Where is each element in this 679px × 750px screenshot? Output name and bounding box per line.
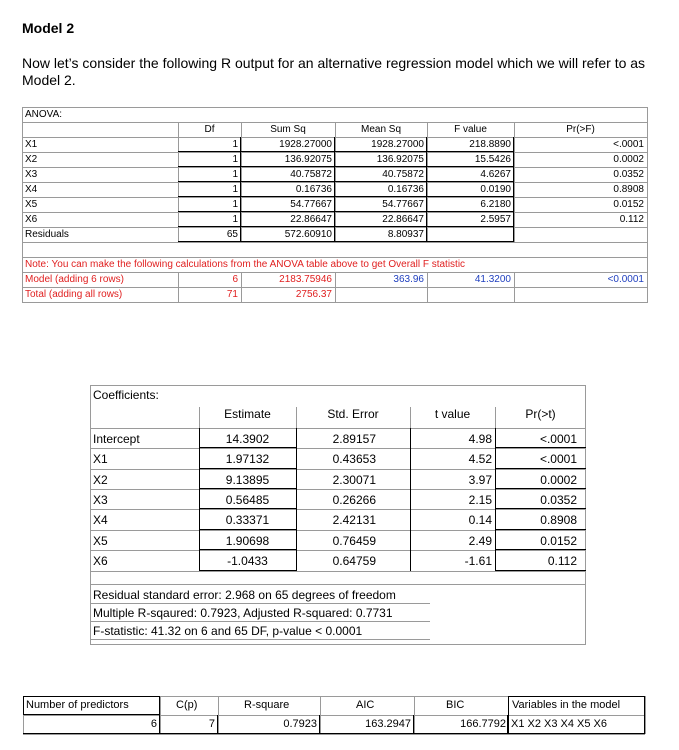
coef-t-value: 3.97 (468, 472, 492, 487)
cell-border (199, 529, 296, 530)
coefficients-header: t value (434, 407, 471, 422)
coef-p-value: 0.0152 (540, 533, 577, 548)
anova-mean-sq: 136.92075 (376, 154, 424, 165)
coef-row-name: X4 (93, 513, 108, 528)
coef-row-line (90, 603, 430, 604)
coef-estimate: 9.13895 (225, 472, 270, 487)
coef-p-value: <.0001 (539, 452, 577, 467)
anova-f-value: 0.0190 (480, 184, 511, 195)
cell-border (199, 447, 296, 448)
coef-row-line (90, 509, 586, 510)
cell-border (335, 226, 427, 227)
coef-estimate: 14.3902 (225, 431, 270, 446)
intro-paragraph: Now let’s consider the following R output for an alternative regression model which we will refer to as Model 2. (22, 55, 646, 88)
anova-p-value: 0.112 (619, 214, 644, 225)
anova-row-name: X5 (25, 199, 38, 210)
cell-border (335, 181, 427, 182)
coef-estimate: -1.0433 (227, 554, 268, 569)
cell-border (495, 570, 586, 571)
anova-mean-sq: 54.77667 (382, 199, 424, 210)
anova-header: F value (454, 124, 487, 135)
cell-border (178, 196, 241, 197)
anova-p-value: 0.0152 (613, 199, 644, 210)
coef-p-value: <.0001 (539, 431, 577, 446)
coef-std-error: 2.42131 (332, 513, 376, 528)
coef-t-value: 2.15 (468, 493, 492, 507)
coef-row-name: Intercept (93, 431, 140, 446)
coef-row-line (90, 530, 586, 531)
anova-row-name: X3 (25, 169, 38, 180)
anova-df: 1 (232, 169, 238, 180)
cell-border (495, 549, 586, 550)
anova-row-line (22, 107, 647, 108)
summary-aic: 163.2947 (365, 718, 411, 730)
coef-estimate: 0.33371 (225, 513, 270, 528)
anova-df: 65 (226, 229, 238, 240)
anova-sum-sq: 40.75872 (290, 169, 332, 180)
coef-std-error: 0.43653 (332, 452, 376, 467)
cell-border (241, 166, 335, 167)
coefficients-header: Estimate (224, 407, 271, 422)
total-sum-sq: 2756.37 (295, 289, 332, 300)
summary-variables: X1 X2 X3 X4 X5 X6 (511, 718, 608, 730)
anova-mean-sq: 8.80937 (387, 229, 424, 240)
cell-border (178, 181, 241, 182)
anova-row-name: X2 (25, 154, 38, 165)
anova-header: Mean Sq (360, 124, 402, 135)
cell-border (427, 241, 514, 242)
coef-footer-line: Residual standard error: 2.968 on 65 degrees of freedom (93, 588, 396, 602)
coef-row-name: X1 (93, 452, 108, 467)
cell-border (427, 226, 514, 227)
cell-border (241, 196, 335, 197)
cell-border (320, 733, 414, 734)
coef-std-error: 0.26266 (332, 493, 376, 507)
anova-df: 1 (232, 199, 238, 210)
cell-border (495, 447, 586, 448)
summary-header: Number of predictors (26, 699, 129, 711)
coef-std-error: 0.76459 (332, 533, 376, 548)
anova-label: ANOVA: (25, 109, 63, 120)
coef-t-value: 4.98 (468, 431, 492, 446)
anova-p-value: 0.0002 (613, 154, 644, 165)
cell-border (178, 211, 241, 212)
anova-sum-sq: 572.60910 (284, 229, 332, 240)
summary-col-line (645, 696, 646, 734)
summary-header: Variables in the model (512, 699, 621, 711)
summary-num-predictors: 6 (150, 718, 157, 730)
cell-border (160, 733, 218, 734)
cell-border (335, 211, 427, 212)
coef-t-value: -1.61 (464, 554, 492, 569)
cell-border (241, 211, 335, 212)
anova-sum-sq: 136.92075 (284, 154, 332, 165)
anova-f-value: 218.8890 (469, 139, 511, 150)
summary-header: R-square (244, 699, 290, 711)
coef-std-error: 2.89157 (332, 431, 376, 446)
coef-row-line (90, 571, 586, 572)
summary-header: BIC (446, 699, 465, 711)
coef-t-value: 4.52 (468, 452, 492, 467)
summary-header: AIC (356, 699, 375, 711)
anova-mean-sq: 1928.27000 (371, 139, 424, 150)
cell-border (495, 508, 586, 509)
coefficients-label: Coefficients: (93, 388, 159, 402)
coef-row-line (90, 584, 586, 585)
coef-estimate: 1.90698 (225, 533, 270, 548)
total-df: 71 (226, 289, 238, 300)
anova-header: Pr(>F) (566, 124, 595, 135)
coef-row-line (90, 469, 586, 470)
anova-row-name: Residuals (25, 229, 69, 240)
anova-row-name: X4 (25, 184, 38, 195)
cell-border (178, 166, 241, 167)
coef-row-line (90, 550, 586, 551)
coef-p-value: 0.112 (547, 554, 577, 569)
anova-df: 1 (232, 139, 238, 150)
anova-p-value: 0.0352 (613, 169, 644, 180)
anova-col-line (22, 107, 23, 302)
cell-border (427, 181, 514, 182)
cell-border (199, 508, 296, 509)
cell-border (241, 181, 335, 182)
coef-row-line (90, 489, 586, 490)
coef-std-error: 2.30071 (332, 472, 376, 487)
summary-cp: 7 (208, 718, 215, 730)
anova-row-name: X6 (25, 214, 38, 225)
anova-row-line (22, 302, 647, 303)
anova-f-value: 2.5957 (480, 214, 511, 225)
anova-f-value: 6.2180 (480, 199, 511, 210)
anova-row-line (22, 242, 647, 243)
anova-sum-sq: 22.86647 (290, 214, 332, 225)
cell-border (335, 151, 427, 152)
anova-f-value: 15.5426 (474, 154, 511, 165)
coef-row-line (90, 428, 586, 429)
model-p-value: <0.0001 (607, 274, 644, 285)
cell-border (426, 227, 427, 242)
model-row-name: Model (adding 6 rows) (25, 274, 124, 285)
anova-sum-sq: 54.77667 (290, 199, 332, 210)
model-sum-sq: 2183.75946 (279, 274, 332, 285)
anova-p-value: 0.8908 (613, 184, 644, 195)
summary-r-square: 0.7923 (283, 718, 317, 730)
coef-p-value: 0.0002 (540, 472, 577, 487)
coef-t-value: 2.49 (468, 533, 492, 548)
cell-border (513, 227, 514, 242)
cell-border (178, 226, 241, 227)
cell-border (427, 166, 514, 167)
cell-border (199, 488, 296, 489)
coef-estimate: 0.56485 (225, 493, 270, 507)
cell-border (218, 733, 320, 734)
anova-mean-sq: 0.16736 (387, 184, 424, 195)
cell-border (199, 570, 296, 571)
cell-border (241, 241, 335, 242)
anova-mean-sq: 22.86647 (382, 214, 424, 225)
cell-border (495, 488, 586, 489)
anova-header: Df (204, 124, 215, 135)
coef-row-name: X5 (93, 533, 108, 548)
summary-header: C(p) (176, 699, 198, 711)
summary-bic: 166.7792 (460, 718, 506, 730)
cell-border (427, 211, 514, 212)
cell-border (178, 151, 241, 152)
cell-border (335, 241, 427, 242)
model-df: 6 (232, 274, 238, 285)
cell-border (335, 166, 427, 167)
coef-row-name: X2 (93, 472, 108, 487)
anova-sum-sq: 1928.27000 (279, 139, 332, 150)
cell-border (427, 196, 514, 197)
coef-footer-line: F-statistic: 41.32 on 6 and 65 DF, p-value < 0.0001 (93, 624, 363, 638)
coef-row-line (90, 621, 430, 622)
anova-row-line (22, 257, 647, 258)
model-f-value: 41.3200 (474, 274, 511, 285)
coef-footer-line: Multiple R-sqaured: 0.7923, Adjusted R-squared: 0.7731 (93, 606, 393, 620)
cell-border (241, 226, 335, 227)
cell-border (199, 468, 296, 469)
coef-row-line (90, 448, 586, 449)
coef-p-value: 0.8908 (540, 513, 577, 528)
cell-border (241, 151, 335, 152)
coef-p-value: 0.0352 (540, 493, 577, 507)
coef-row-name: X3 (93, 493, 108, 507)
anova-df: 1 (232, 184, 238, 195)
coef-estimate: 1.97132 (225, 452, 270, 467)
cell-border (199, 549, 296, 550)
anova-col-line (647, 107, 648, 303)
section-title: Model 2 (22, 20, 75, 36)
coefficients-header: Std. Error (327, 407, 379, 422)
cell-border (414, 733, 508, 734)
coefficients-header: Pr(>t) (525, 407, 556, 422)
anova-mean-sq: 40.75872 (382, 169, 424, 180)
anova-sum-sq: 0.16736 (295, 184, 332, 195)
coef-t-value: 0.14 (468, 513, 492, 528)
anova-p-value: <.0001 (613, 139, 644, 150)
coef-row-line (90, 639, 430, 640)
cell-border (495, 529, 586, 530)
total-row-name: Total (adding all rows) (25, 289, 123, 300)
anova-note: Note: You can make the following calculations from the ANOVA table above to get Overall F statistic (25, 259, 466, 270)
coef-row-name: X6 (93, 554, 108, 569)
anova-header: Sum Sq (270, 124, 306, 135)
anova-df: 1 (232, 214, 238, 225)
cell-border (23, 733, 160, 734)
model-mean-sq: 363.96 (393, 274, 424, 285)
coef-std-error: 0.64759 (332, 554, 376, 569)
cell-border (178, 241, 241, 242)
anova-row-name: X1 (25, 139, 38, 150)
anova-df: 1 (232, 154, 238, 165)
anova-f-value: 4.6267 (480, 169, 511, 180)
cell-border (495, 468, 586, 469)
summary-row-line (23, 734, 645, 735)
cell-border (427, 151, 514, 152)
cell-border (335, 196, 427, 197)
